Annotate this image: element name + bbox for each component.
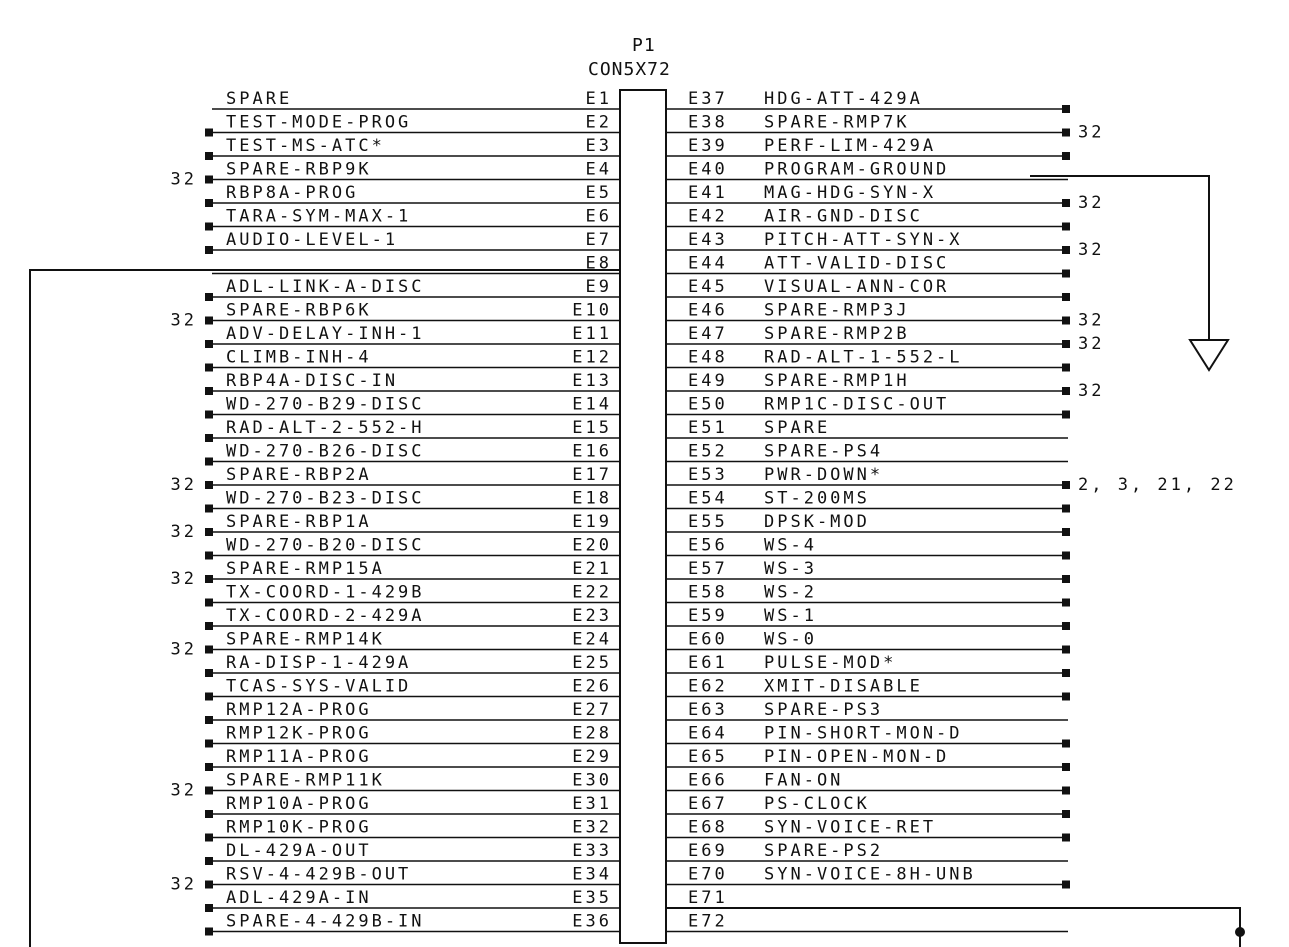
pin-number: E5 — [585, 183, 612, 203]
pin-number: E12 — [572, 347, 612, 368]
connection-square — [1062, 740, 1070, 748]
connector-ref: P1 — [632, 35, 656, 56]
pin-number: E37 — [688, 89, 728, 109]
signal-label: SPARE-PS4 — [764, 441, 884, 462]
pin-number: E57 — [688, 559, 728, 579]
e40-wire — [1030, 176, 1209, 340]
pin-number: E6 — [585, 206, 612, 227]
connection-square — [1062, 834, 1070, 842]
pin-number: E23 — [572, 606, 612, 626]
connection-square — [1062, 528, 1070, 536]
pin-number: E48 — [688, 347, 728, 368]
connection-square — [205, 176, 213, 184]
signal-label: SPARE-RBP2A — [226, 465, 372, 485]
pin-number: E60 — [688, 629, 728, 650]
pin-number: E2 — [585, 112, 612, 133]
connection-square — [1062, 129, 1070, 137]
connection-square — [205, 763, 213, 771]
connection-square — [205, 716, 213, 724]
connection-square — [1062, 293, 1070, 301]
connection-square — [205, 223, 213, 231]
pin-number: E4 — [585, 159, 612, 180]
signal-label: WD-270-B29-DISC — [226, 394, 425, 415]
pin-number: E44 — [688, 253, 728, 274]
pin-number: E71 — [688, 888, 728, 908]
connection-square — [1062, 340, 1070, 348]
connection-square — [1062, 669, 1070, 677]
pin-number: E47 — [688, 324, 728, 344]
pin-number: E41 — [688, 183, 728, 203]
signal-label: SPARE-RMP11K — [226, 770, 385, 791]
signal-label: SPARE-RBP1A — [226, 512, 372, 532]
connection-square — [1062, 646, 1070, 654]
signal-label: PROGRAM-GROUND — [764, 159, 950, 180]
page-ref: 32 — [170, 169, 197, 190]
signal-label: SPARE-RBP9K — [226, 159, 372, 180]
connection-square — [1062, 481, 1070, 489]
signal-label: TEST-MODE-PROG — [226, 112, 412, 133]
connection-square — [205, 622, 213, 630]
connection-square — [205, 740, 213, 748]
pin-number: E24 — [572, 629, 612, 650]
signal-label: RSV-4-429B-OUT — [226, 864, 412, 885]
connection-square — [1062, 881, 1070, 889]
pin-number: E66 — [688, 770, 728, 791]
signal-label: PULSE-MOD* — [764, 653, 897, 673]
connection-square — [1062, 575, 1070, 583]
signal-label: XMIT-DISABLE — [764, 676, 923, 697]
connection-square — [205, 599, 213, 607]
pin-number: E11 — [572, 324, 612, 344]
pin-number: E10 — [572, 300, 612, 321]
pin-number: E14 — [572, 394, 612, 415]
connection-square — [205, 481, 213, 489]
pin-number: E34 — [572, 864, 612, 885]
signal-label: ST-200MS — [764, 488, 870, 509]
signal-label: TEST-MS-ATC* — [226, 136, 385, 156]
signal-label: WS-4 — [764, 535, 817, 556]
signal-label: SPARE-PS3 — [764, 700, 884, 720]
page-ref: 32 — [170, 639, 197, 660]
connection-square — [205, 129, 213, 137]
page-ref: 32 — [170, 475, 197, 495]
pin-number: E40 — [688, 159, 728, 180]
connection-square — [205, 904, 213, 912]
signal-label: WS-1 — [764, 606, 817, 626]
pin-number: E22 — [572, 582, 612, 603]
connection-square — [205, 246, 213, 254]
pin-number: E59 — [688, 606, 728, 626]
page-ref: 2, 3, 21, 22 — [1078, 475, 1237, 495]
signal-label: PWR-DOWN* — [764, 465, 884, 485]
connection-square — [205, 387, 213, 395]
pin-number: E65 — [688, 747, 728, 767]
connection-square — [205, 834, 213, 842]
pin-number: E68 — [688, 817, 728, 838]
page-ref: 32 — [170, 874, 197, 895]
pin-number: E29 — [572, 747, 612, 767]
signal-label: MAG-HDG-SYN-X — [764, 183, 937, 203]
signal-label: SPARE-RMP3J — [764, 300, 910, 321]
signal-label: ADV-DELAY-INH-1 — [226, 324, 425, 344]
connection-square — [205, 857, 213, 865]
pin-number: E18 — [572, 488, 612, 509]
signal-label: SPARE — [226, 89, 293, 109]
signal-label: CLIMB-INH-4 — [226, 347, 372, 368]
connection-square — [205, 787, 213, 795]
pin-number: E26 — [572, 676, 612, 697]
connection-square — [1062, 552, 1070, 560]
signal-label: RBP8A-PROG — [226, 183, 359, 203]
pin-number: E8 — [585, 253, 612, 274]
connection-square — [1062, 810, 1070, 818]
signal-label: WD-270-B20-DISC — [226, 535, 425, 556]
pin-number: E27 — [572, 700, 612, 720]
pin-number: E32 — [572, 817, 612, 838]
signal-label: SPARE-RMP7K — [764, 112, 910, 133]
signal-label: SYN-VOICE-RET — [764, 817, 937, 838]
connection-square — [1062, 763, 1070, 771]
pin-number: E54 — [688, 488, 728, 509]
connection-square — [1062, 152, 1070, 160]
signal-label: RAD-ALT-2-552-H — [226, 418, 425, 438]
signal-label: PS-CLOCK — [764, 794, 870, 814]
signal-label: SYN-VOICE-8H-UNB — [764, 864, 976, 885]
page-ref: 32 — [170, 569, 197, 589]
pin-number: E53 — [688, 465, 728, 485]
signal-label: RMP10A-PROG — [226, 794, 372, 814]
pin-number: E50 — [688, 394, 728, 415]
connection-square — [205, 199, 213, 207]
signal-label: PITCH-ATT-SYN-X — [764, 230, 963, 250]
connection-square — [1062, 105, 1070, 113]
page-ref: 32 — [1078, 122, 1105, 143]
signal-label: SPARE-RMP1H — [764, 371, 910, 391]
connection-square — [205, 505, 213, 513]
signal-label: DL-429A-OUT — [226, 841, 372, 861]
connection-square — [1062, 270, 1070, 278]
signal-label: RMP12A-PROG — [226, 700, 372, 720]
signal-label: DPSK-MOD — [764, 512, 870, 532]
pin-number: E9 — [585, 277, 612, 297]
pin-number: E56 — [688, 535, 728, 556]
page-ref: 32 — [1078, 193, 1105, 213]
pin-number: E30 — [572, 770, 612, 791]
pin-number: E70 — [688, 864, 728, 885]
pin-number: E49 — [688, 371, 728, 391]
page-ref: 32 — [1078, 381, 1105, 401]
pin-number: E7 — [585, 230, 612, 250]
pin-number: E35 — [572, 888, 612, 908]
pin-number: E69 — [688, 841, 728, 861]
pin-number: E33 — [572, 841, 612, 861]
connection-square — [1062, 317, 1070, 325]
signal-label: TARA-SYM-MAX-1 — [226, 206, 412, 227]
pin-number: E15 — [572, 418, 612, 438]
pin-number: E63 — [688, 700, 728, 720]
signal-label: ADL-LINK-A-DISC — [226, 277, 425, 297]
connection-square — [1062, 199, 1070, 207]
signal-label: AIR-GND-DISC — [764, 206, 923, 227]
pin-number: E36 — [572, 911, 612, 932]
pin-number: E31 — [572, 794, 612, 814]
signal-label: AUDIO-LEVEL-1 — [226, 230, 399, 250]
pin-number: E39 — [688, 136, 728, 156]
pin-number: E43 — [688, 230, 728, 250]
signal-label: VISUAL-ANN-COR — [764, 277, 950, 297]
connection-square — [1062, 387, 1070, 395]
pin-number: E1 — [585, 89, 612, 109]
connection-square — [205, 364, 213, 372]
connection-square — [1062, 599, 1070, 607]
pin-number: E16 — [572, 441, 612, 462]
connection-square — [205, 669, 213, 677]
connection-square — [205, 693, 213, 701]
junction-dot — [1235, 927, 1245, 937]
e72-wire — [666, 908, 1240, 947]
signal-label: SPARE-RMP14K — [226, 629, 385, 650]
page-ref: 32 — [170, 780, 197, 801]
connection-square — [205, 881, 213, 889]
signal-label: RMP12K-PROG — [226, 723, 372, 744]
connection-square — [205, 552, 213, 560]
signal-label: TX-COORD-2-429A — [226, 606, 425, 626]
pin-number: E51 — [688, 418, 728, 438]
pin-number: E45 — [688, 277, 728, 297]
signal-label: SPARE-4-429B-IN — [226, 911, 425, 932]
connection-square — [1062, 622, 1070, 630]
signal-label: WD-270-B26-DISC — [226, 441, 425, 462]
connection-square — [1062, 787, 1070, 795]
connection-square — [1062, 364, 1070, 372]
signal-label: HDG-ATT-429A — [764, 89, 923, 109]
pin-number: E13 — [572, 371, 612, 391]
signal-label: RMP10K-PROG — [226, 817, 372, 838]
connection-square — [205, 434, 213, 442]
signal-label: SPARE-RBP6K — [226, 300, 372, 321]
pin-number: E20 — [572, 535, 612, 556]
ground-symbol — [1190, 340, 1228, 370]
connection-square — [205, 411, 213, 419]
pin-number: E61 — [688, 653, 728, 673]
signal-label: WS-2 — [764, 582, 817, 603]
signal-label: ATT-VALID-DISC — [764, 253, 950, 274]
page-ref: 32 — [1078, 240, 1105, 260]
page-ref: 32 — [1078, 334, 1105, 354]
signal-label: TX-COORD-1-429B — [226, 582, 425, 603]
pin-number: E46 — [688, 300, 728, 321]
connection-square — [205, 317, 213, 325]
signal-label: WS-0 — [764, 629, 817, 650]
signal-label: RMP1C-DISC-OUT — [764, 394, 950, 415]
connection-square — [1062, 246, 1070, 254]
page-ref: 32 — [1078, 310, 1105, 331]
connector-body — [620, 90, 666, 943]
pin-number: E38 — [688, 112, 728, 133]
page-ref: 32 — [170, 310, 197, 331]
connection-square — [205, 340, 213, 348]
pin-number: E25 — [572, 653, 612, 673]
signal-label: SPARE-RMP2B — [764, 324, 910, 344]
connection-square — [205, 646, 213, 654]
connection-square — [1062, 223, 1070, 231]
signal-label: RMP11A-PROG — [226, 747, 372, 767]
connection-square — [205, 293, 213, 301]
page-ref: 32 — [170, 522, 197, 542]
signal-label: SPARE-PS2 — [764, 841, 884, 861]
pin-number: E28 — [572, 723, 612, 744]
pin-number: E17 — [572, 465, 612, 485]
signal-label: RA-DISP-1-429A — [226, 653, 412, 673]
pin-number: E19 — [572, 512, 612, 532]
pin-number: E72 — [688, 911, 728, 932]
connection-square — [205, 458, 213, 466]
pin-number: E64 — [688, 723, 728, 744]
signal-label: PIN-OPEN-MON-D — [764, 747, 950, 767]
connection-square — [205, 928, 213, 936]
pin-number: E62 — [688, 676, 728, 697]
connection-square — [1062, 693, 1070, 701]
signal-label: WS-3 — [764, 559, 817, 579]
pin-number: E3 — [585, 136, 612, 156]
connection-square — [205, 152, 213, 160]
connection-square — [205, 810, 213, 818]
signal-label: SPARE-RMP15A — [226, 559, 385, 579]
connection-square — [1062, 411, 1070, 419]
signal-label: PERF-LIM-429A — [764, 136, 937, 156]
signal-label: PIN-SHORT-MON-D — [764, 723, 963, 744]
pin-number: E58 — [688, 582, 728, 603]
connector-part: CON5X72 — [588, 59, 671, 80]
signal-label: FAN-ON — [764, 770, 844, 791]
signal-label: RAD-ALT-1-552-L — [764, 347, 963, 368]
connection-square — [1062, 505, 1070, 513]
signal-label: ADL-429A-IN — [226, 888, 372, 908]
pin-number: E55 — [688, 512, 728, 532]
signal-label: TCAS-SYS-VALID — [226, 676, 412, 697]
signal-label: WD-270-B23-DISC — [226, 488, 425, 509]
pin-number: E52 — [688, 441, 728, 462]
pin-number: E42 — [688, 206, 728, 227]
pin-number: E21 — [572, 559, 612, 579]
connection-square — [205, 528, 213, 536]
pin-number: E67 — [688, 794, 728, 814]
signal-label: RBP4A-DISC-IN — [226, 371, 399, 391]
connection-square — [205, 575, 213, 583]
signal-label: SPARE — [764, 418, 831, 438]
